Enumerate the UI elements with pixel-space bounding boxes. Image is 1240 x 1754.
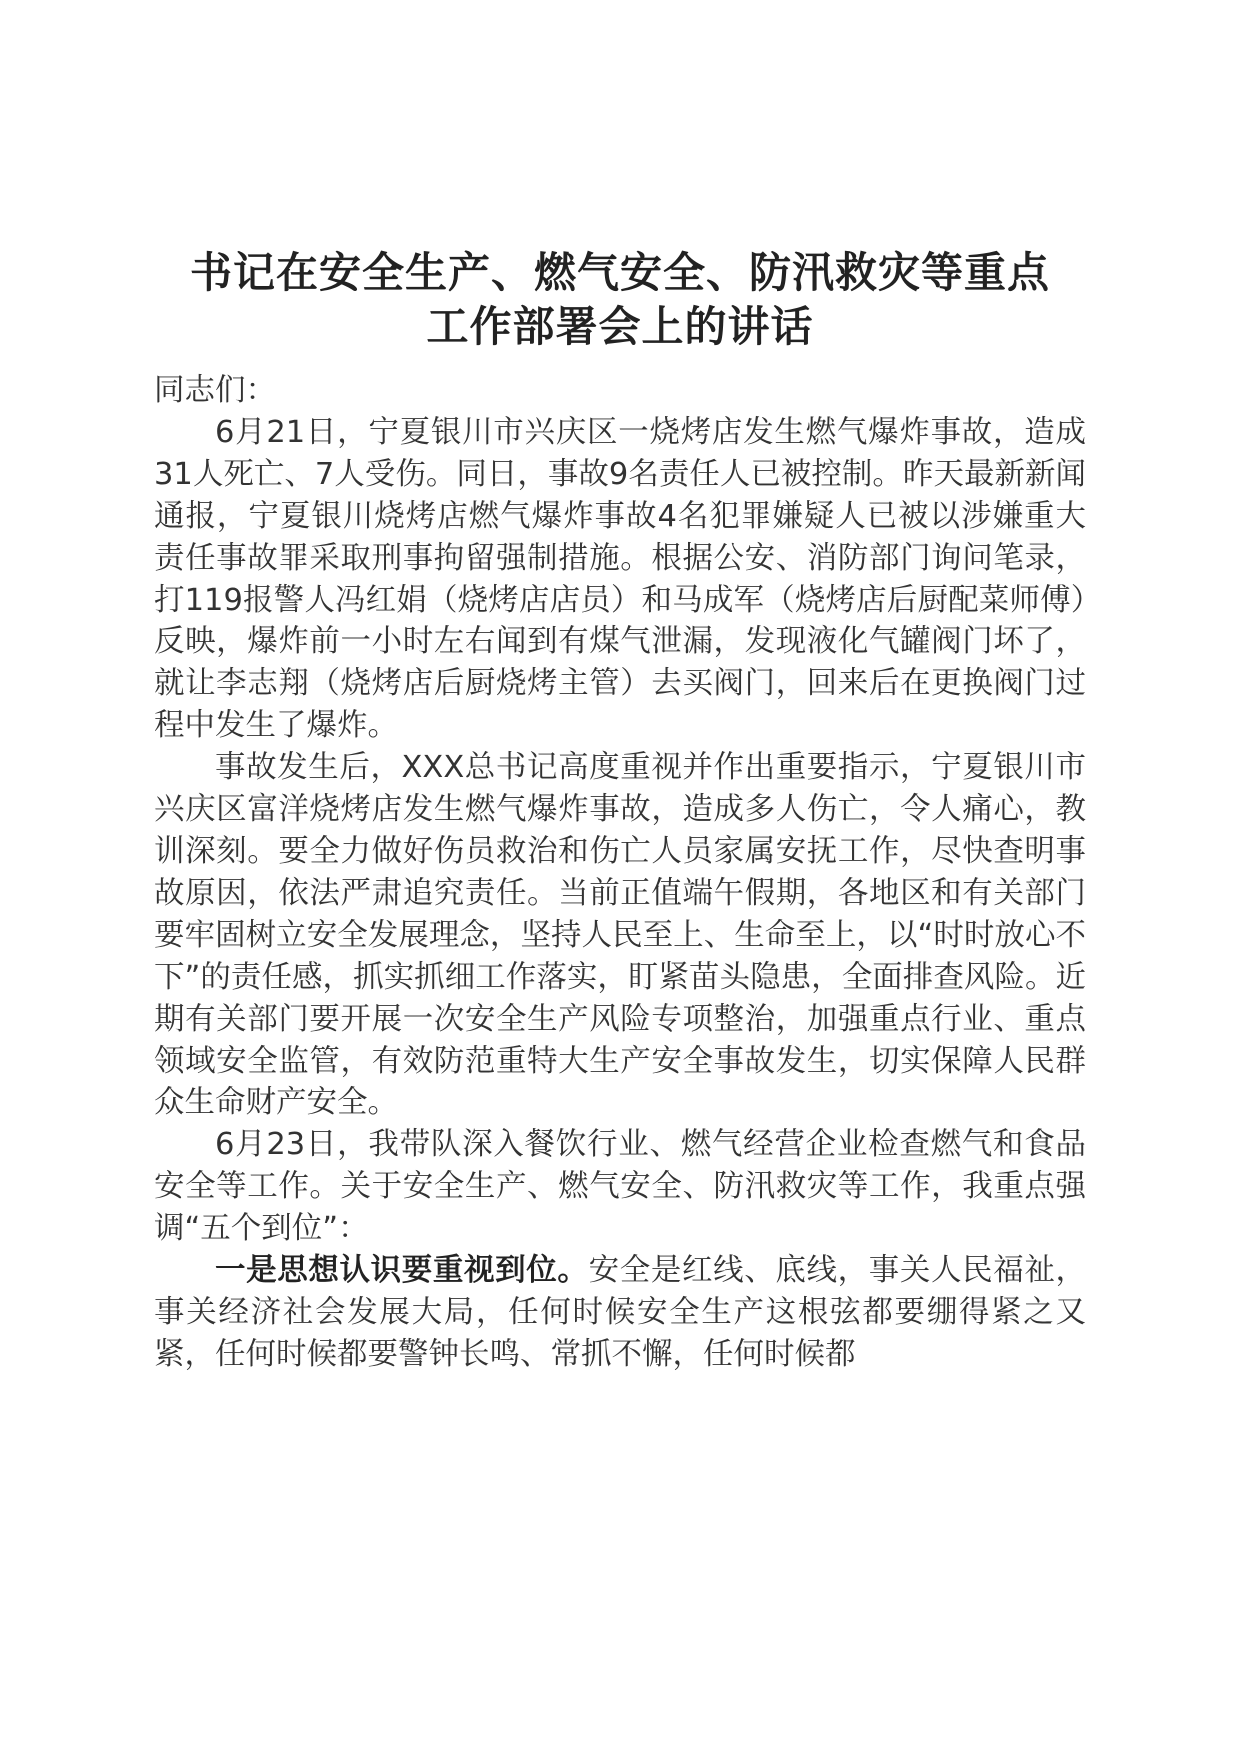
title-line-1: 书记在安全生产、燃气安全、防汛救灾等重点	[189, 248, 1050, 297]
salutation: 同志们：	[154, 373, 276, 408]
paragraph-4-lead: 一是思想认识要重视到位。	[215, 1253, 589, 1289]
paragraph-3	[154, 1124, 1086, 1250]
paragraph-2-text: 事故发生后，XXX总书记高度重视并作出重要指示，宁夏银川市兴庆区富洋烧烤店发生燃气爆炸事故，造成多人伤亡，令人痛心，教训深刻。要全力做好伤员救治和伤亡人员家属安抚工作，尽快查明事故原因，依法严肃追究责任。当前正值端午假期，各地区和有关部门要牢固树立安全发展理念，坚持人民至上、生命至上，以“时时放心不下”的责任感，抓实抓细工作落实，盯紧苗头隐患，全面排查风险。近期有关部门要开展一次安全生产风险专项整治，加强重点行业、重点领域安全监管，有效防范重特大生产安全事故发生，切实保障人民群众生命财产安全。	[154, 750, 1086, 1121]
paragraph-1	[154, 412, 1086, 747]
paragraph-4	[154, 1250, 1086, 1376]
paragraph-1-text: 6月21日，宁夏银川市兴庆区一烧烤店发生燃气爆炸事故，造成31人死亡、7人受伤。同日，事故9名责任人已被控制。昨天最新新闻通报，宁夏银川烧烤店燃气爆炸事故4名犯罪嫌疑人已被以涉嫌重大责任事故罪采取刑事拘留强制措施。根据公安、消防部门询问笔录，打119报警人冯红娟（烧烤店店员）和马成军（烧烤店后厨配菜师傅）反映，爆炸前一小时左右闻到有煤气泄漏，发现液化气罐阀门坏了，就让李志翔（烧烤店后厨烧烤主管）去买阀门，回来后在更换阀门过程中发生了爆炸。	[154, 414, 1086, 744]
document-body	[154, 370, 1086, 1376]
paragraph-3-text: 6月23日，我带队深入餐饮行业、燃气经营企业检查燃气和食品安全等工作。关于安全生产、燃气安全、防汛救灾等工作，我重点强调“五个到位”：	[154, 1127, 1086, 1247]
title-line-2: 工作部署会上的讲话	[426, 302, 814, 351]
document-title	[140, 246, 1100, 354]
paragraph-2	[154, 747, 1086, 1124]
paragraph-4-text: 安全是红线、底线，事关人民福祉，事关经济社会发展大局，任何时候安全生产这根弦都要绷得紧之又紧，任何时候都要警钟长鸣、常抓不懈，任何时候都	[154, 1253, 1087, 1372]
